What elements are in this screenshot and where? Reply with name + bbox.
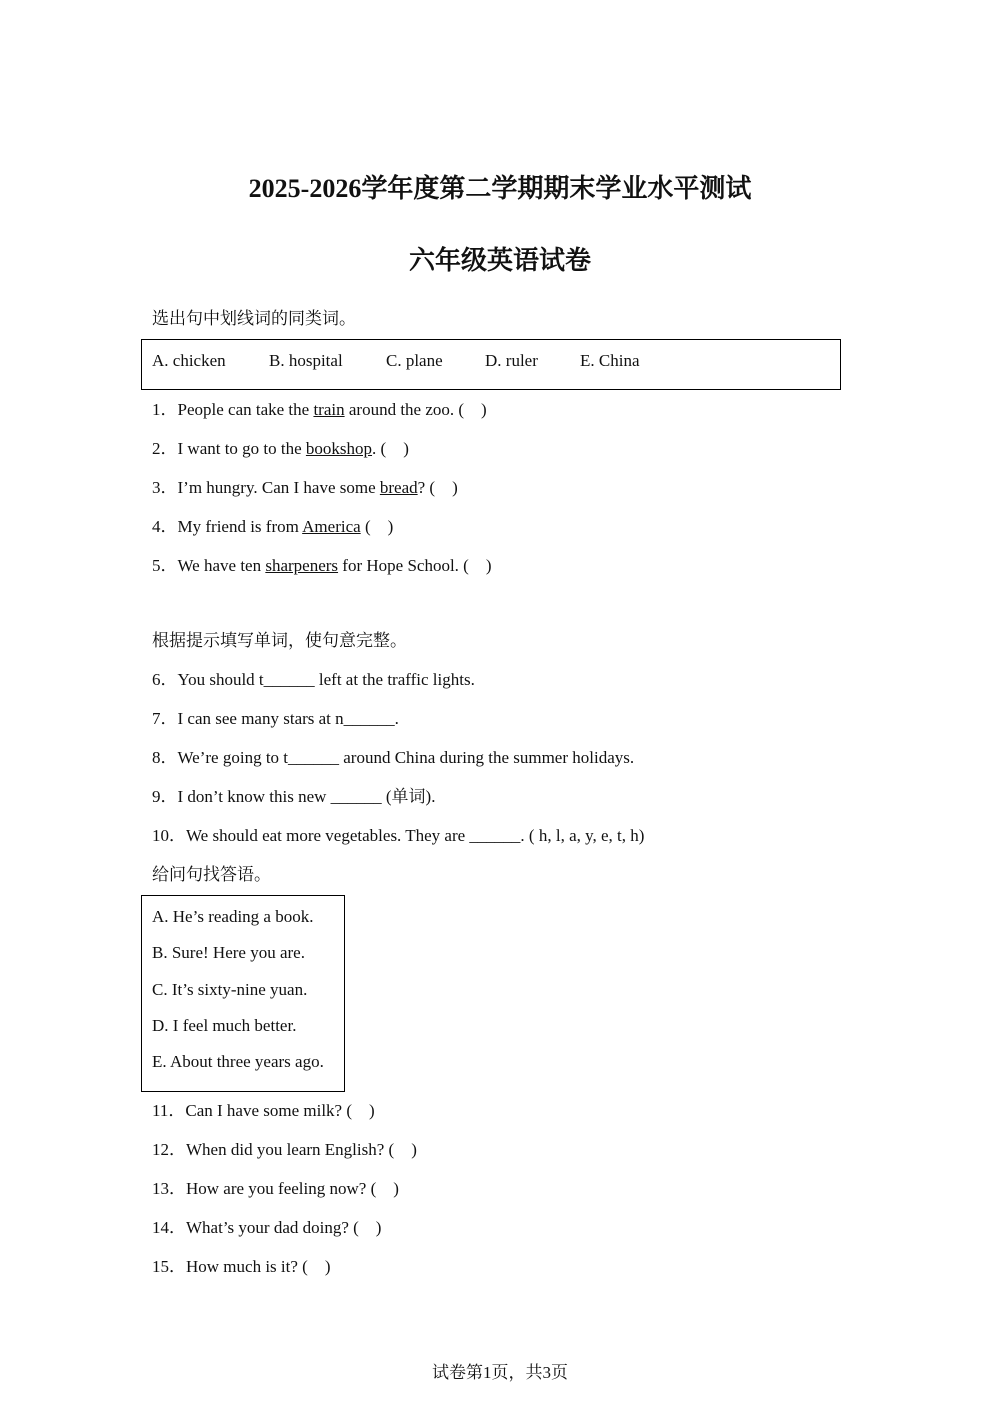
exam-subtitle: 六年级英语试卷 (408, 246, 591, 275)
option-c: C. plane (386, 351, 443, 370)
section3-options-box (141, 895, 345, 1092)
question-13: 13．How are you feeling now? ( ) (152, 1179, 399, 1198)
answer-b: B. Sure! Here you are. (152, 943, 305, 962)
underlined-word: bread (379, 478, 418, 497)
section3-heading: 给问句找答语。 (152, 865, 271, 885)
question-7: 7．I can see many stars at n______. (152, 709, 399, 728)
exam-title: 2025-2026学年度第二学期期末学业水平测试 (248, 174, 752, 203)
answer-a: A. He’s reading a book. (152, 907, 314, 926)
section1-heading: 选出句中划线词的同类词。 (152, 309, 356, 329)
question-4: 4．My friend is from America ( ) (152, 517, 394, 536)
option-b: B. hospital (269, 351, 343, 370)
option-e: E. China (580, 351, 640, 370)
question-14: 14．What’s your dad doing? ( ) (152, 1218, 382, 1237)
underlined-word: sharpeners (265, 556, 339, 575)
question-9: 9．I don’t know this new ______ (单词). (152, 787, 436, 806)
option-a: A. chicken (152, 351, 226, 370)
underlined-word: bookshop (305, 439, 373, 458)
question-2: 2．I want to go to the bookshop. ( ) (152, 439, 409, 458)
question-15: 15．How much is it? ( ) (152, 1257, 331, 1276)
page-footer: 试卷第1页，共3页 (432, 1363, 568, 1382)
answer-d: D. I feel much better. (152, 1016, 297, 1035)
question-10: 10．We should eat more vegetables. They are ______. ( h, l, a, y, e, t, h) (152, 826, 645, 845)
section2-heading: 根据提示填写单词，使句意完整。 (152, 631, 407, 651)
question-12: 12．When did you learn English? ( ) (152, 1140, 417, 1159)
answer-e: E. About three years ago. (152, 1052, 324, 1071)
question-5: 5．We have ten sharpeners for Hope School. ( ) (152, 556, 492, 575)
underlined-word: train (313, 400, 345, 419)
question-8: 8．We’re going to t______ around China during the summer holidays. (152, 748, 635, 767)
question-11: 11．Can I have some milk? ( ) (152, 1101, 375, 1120)
question-3: 3．I’m hungry. Can I have some bread? ( ) (152, 478, 458, 497)
option-d: D. ruler (485, 351, 538, 370)
question-1: 1．People can take the train around the zoo. ( ) (152, 400, 487, 419)
question-6: 6．You should t______ left at the traffic lights. (152, 670, 475, 689)
underlined-word: America (302, 517, 361, 536)
answer-c: C. It’s sixty-nine yuan. (152, 980, 308, 999)
section1-options-box (141, 339, 841, 390)
